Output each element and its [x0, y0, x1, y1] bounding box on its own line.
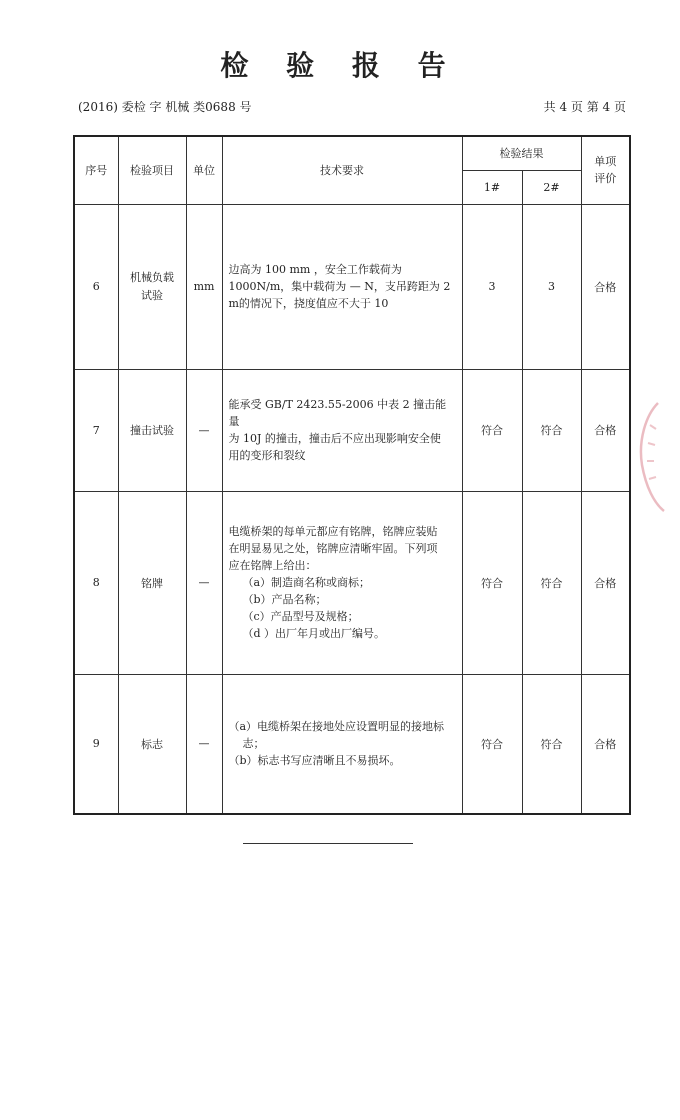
row-unit: —: [186, 369, 222, 491]
header-result-2: 2#: [522, 170, 581, 204]
requirement-subitem: （a）制造商名称或商标；: [242, 576, 371, 589]
row-requirement: [222, 204, 462, 369]
header-item: 检验项目: [118, 136, 186, 204]
report-title: 检 验 报 告: [220, 49, 460, 82]
row-item: 撞击试验: [118, 369, 186, 491]
row-result-2: 符合: [522, 369, 581, 491]
end-underline: [243, 843, 413, 844]
requirement-line: 用的变形和裂纹: [228, 449, 306, 462]
header-result: 检验结果: [462, 136, 581, 170]
row-unit: —: [186, 674, 222, 814]
row-result-2: 符合: [522, 491, 581, 674]
row-unit: mm: [186, 204, 222, 369]
row-result-1: 符合: [462, 491, 522, 674]
header-evaluation: 单项评价: [581, 136, 630, 204]
header-row: [74, 136, 630, 170]
row-evaluation: 合格: [581, 674, 630, 814]
header-result-1: 1#: [462, 170, 522, 204]
requirement-subitem: （c）产品型号及规格；: [242, 610, 359, 623]
header-unit: 单位: [186, 136, 222, 204]
row-requirement: [222, 491, 462, 674]
row-result-1: 符合: [462, 674, 522, 814]
requirement-line: 在明显易见之处，铭牌应清晰牢固。下列项: [228, 542, 438, 555]
table-row: [74, 674, 630, 814]
row-seq: 8: [74, 491, 118, 674]
report-number: (2016) 委检 字 机械 类0688 号: [78, 100, 252, 114]
row-requirement: [222, 369, 462, 491]
row-seq: 7: [74, 369, 118, 491]
row-result-2: 符合: [522, 674, 581, 814]
row-evaluation: 合格: [581, 204, 630, 369]
seal-stamp-icon: [628, 395, 680, 515]
header-seq: 序号: [74, 136, 118, 204]
row-seq: 6: [74, 204, 118, 369]
requirement-line: （a）电缆桥架在接地处应设置明显的接地标: [228, 720, 445, 734]
table-row: [74, 491, 630, 674]
table-row: [74, 369, 630, 491]
requirement-line: 志；: [242, 737, 265, 751]
header-requirement: 技术要求: [222, 136, 462, 204]
row-evaluation: 合格: [581, 491, 630, 674]
requirement-line: 能承受 GB/T 2423.55-2006 中表 2 撞击能量: [228, 398, 447, 428]
requirement-line: m的情况下，挠度值应不大于 10: [228, 297, 389, 310]
row-requirement: [222, 674, 462, 814]
row-item: 机械负载试验: [118, 204, 186, 369]
requirement-line: （b）标志书写应清晰且不易损坏。: [228, 754, 401, 768]
row-unit: —: [186, 491, 222, 674]
page-info: 共 4 页 第 4 页: [543, 100, 626, 114]
inspection-table: [73, 135, 631, 815]
row-result-1: 3: [462, 204, 522, 369]
row-result-2: 3: [522, 204, 581, 369]
requirement-subitem: （b）产品名称；: [242, 593, 327, 606]
row-result-1: 符合: [462, 369, 522, 491]
requirement-line: 边高为 100 mm ，安全工作载荷为: [228, 263, 402, 276]
requirement-subitem: （d ）出厂年月或出厂编号。: [242, 627, 386, 640]
requirement-line: 电缆桥架的每单元都应有铭牌，铭牌应装贴: [228, 525, 438, 538]
row-seq: 9: [74, 674, 118, 814]
requirement-line: 1000N/m，集中载荷为 — N，支吊跨距为 2: [228, 280, 451, 293]
row-evaluation: 合格: [581, 369, 630, 491]
row-item: 标志: [118, 674, 186, 814]
row-item: 铭牌: [118, 491, 186, 674]
requirement-line: 应在铭牌上给出：: [228, 559, 317, 572]
table-row: [74, 204, 630, 369]
requirement-line: 为 10J 的撞击，撞击后不应出现影响安全使: [228, 432, 441, 445]
